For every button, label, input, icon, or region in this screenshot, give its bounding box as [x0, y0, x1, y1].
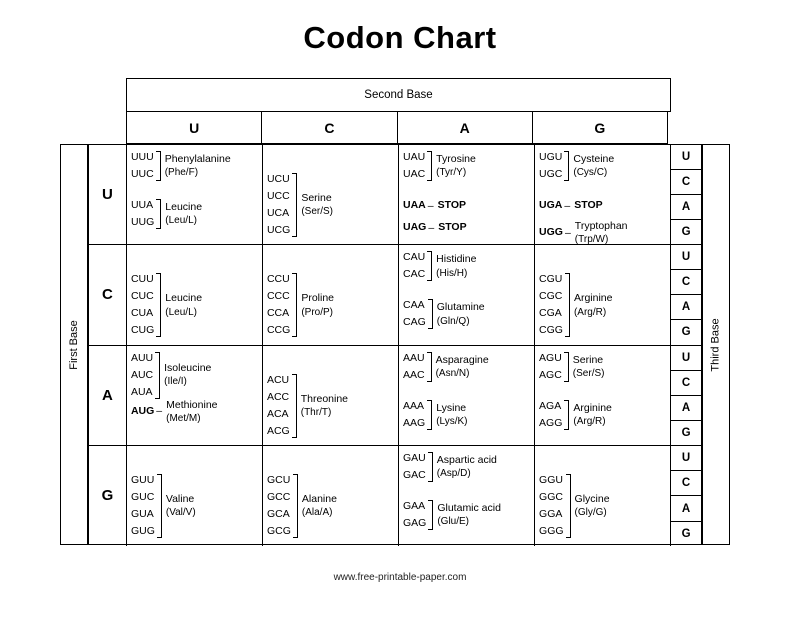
amino-acid-name: Leucine — [165, 201, 203, 214]
second-base-header — [126, 78, 671, 112]
codon: GCG — [266, 524, 291, 537]
third-base-cell: G — [681, 226, 691, 239]
amino-acid-name: Arginine — [573, 401, 612, 414]
amino-acid-name: STOP — [438, 221, 467, 234]
brace-icon — [156, 273, 161, 337]
amino-acid — [574, 198, 602, 212]
amino-acid-abbr: (Phe/F) — [164, 167, 199, 179]
codon-group — [267, 372, 348, 440]
codon-cell — [399, 346, 535, 445]
codon-list — [539, 271, 563, 339]
amino-acid-abbr: (Tyr/Y) — [436, 167, 467, 179]
codon-cell — [263, 145, 399, 244]
codon: UGC — [539, 168, 563, 180]
codon-group — [267, 271, 334, 339]
codon: ACA — [266, 407, 289, 420]
codon: GAA — [403, 499, 426, 512]
brace-icon — [293, 474, 298, 538]
amino-acid — [436, 152, 476, 180]
third-base-cell: A — [671, 295, 701, 320]
codon: UUC — [130, 168, 154, 180]
codon-group — [131, 398, 218, 426]
third-base-cell: U — [671, 245, 701, 270]
amino-acid-abbr: (Thr/T) — [300, 406, 332, 418]
codon-cell — [535, 145, 671, 244]
third-base-column — [671, 346, 701, 445]
third-base-cell: A — [671, 396, 701, 421]
brace-icon — [427, 251, 432, 281]
brace-icon — [427, 151, 432, 181]
amino-acid-name: STOP — [437, 199, 466, 212]
brace-icon — [156, 199, 161, 229]
codon: CAU — [403, 251, 426, 264]
dash-icon: – — [427, 199, 434, 212]
codon-group — [267, 171, 333, 239]
amino-acid — [438, 198, 466, 212]
amino-acid-name: Proline — [301, 292, 334, 305]
dash-icon: – — [428, 221, 435, 234]
table-row — [89, 245, 701, 345]
amino-acid-abbr: (Leu/L) — [165, 306, 197, 318]
codon-list — [403, 219, 426, 236]
amino-acid — [164, 361, 211, 389]
third-base-column — [671, 446, 701, 546]
amino-acid-abbr: (Pro/P) — [301, 306, 333, 318]
codon-list — [403, 297, 426, 331]
amino-acid-name: Tyrosine — [436, 153, 476, 166]
codon: CUU — [130, 273, 154, 286]
first-base-row-label: A — [89, 346, 127, 445]
codon-group — [403, 149, 476, 183]
codon-group — [131, 350, 211, 401]
codon: ACG — [266, 424, 290, 437]
third-base-cell: A — [671, 496, 701, 521]
amino-acid — [437, 453, 497, 481]
amino-acid-abbr: (Ala/A) — [301, 507, 333, 519]
codon-cell — [127, 145, 263, 244]
amino-acid — [436, 401, 467, 429]
amino-acid — [575, 219, 628, 247]
codon: CCC — [266, 290, 290, 303]
amino-acid — [165, 152, 231, 180]
amino-acid — [166, 398, 217, 426]
first-base-label: First Base — [68, 319, 81, 370]
third-base-cell: A — [671, 195, 701, 220]
amino-acid — [573, 152, 614, 180]
brace-icon — [427, 400, 432, 430]
codon: UGG — [539, 226, 563, 239]
second-base-label: Second Base — [364, 89, 433, 101]
third-base-cell: U — [671, 145, 701, 170]
amino-acid-abbr: (Ser/S) — [301, 206, 333, 218]
codon: AGU — [539, 351, 562, 364]
amino-acid — [437, 501, 501, 529]
codon: AGG — [539, 416, 563, 429]
codon-list — [539, 197, 562, 214]
amino-acid — [165, 200, 202, 228]
codon-list — [539, 149, 562, 183]
amino-acid — [165, 291, 202, 319]
codon: UAC — [403, 168, 426, 180]
codon: UUG — [130, 216, 155, 228]
amino-acid — [575, 492, 610, 520]
amino-acid-abbr: (Gln/Q) — [436, 315, 470, 327]
codon-cell — [263, 446, 399, 546]
codon-list — [539, 224, 563, 241]
first-base-row-label: U — [89, 145, 127, 244]
codon: UCA — [266, 207, 290, 219]
amino-acid-name: Methionine — [166, 398, 218, 411]
amino-acid-name: Asparagine — [435, 353, 489, 366]
codon: UCU — [266, 173, 290, 185]
codon-group — [403, 249, 476, 283]
amino-acid-name: Cysteine — [573, 153, 615, 166]
amino-acid — [573, 401, 612, 429]
codon-chart — [60, 78, 730, 545]
dash-icon: – — [156, 405, 163, 418]
codon-group — [267, 472, 337, 540]
amino-acid-name: Serine — [572, 353, 604, 366]
brace-icon — [156, 151, 161, 181]
codon: UAA — [403, 199, 426, 211]
codon: CAG — [403, 316, 426, 329]
codon-group — [131, 197, 202, 231]
third-base-cell: G — [681, 326, 691, 339]
amino-acid-name: Lysine — [436, 401, 467, 414]
codon-list — [403, 450, 426, 484]
third-base-axis-label — [702, 144, 730, 545]
column-header-c: C — [261, 112, 397, 144]
third-base-column — [671, 145, 701, 244]
codon: UCG — [266, 224, 291, 236]
codon-group — [539, 350, 604, 384]
amino-acid-abbr: (Val/V) — [165, 507, 196, 519]
amino-acid — [301, 392, 348, 420]
column-header-u: U — [126, 112, 262, 144]
third-base-cell: G — [681, 527, 691, 540]
codon-group — [539, 398, 612, 432]
codon: AAU — [403, 351, 425, 364]
codon-list — [267, 171, 290, 239]
amino-acid — [301, 291, 334, 319]
codon: AUC — [130, 368, 154, 381]
brace-icon — [292, 273, 297, 337]
codon-cell — [127, 346, 263, 445]
codon-cell — [127, 446, 263, 546]
codon-group — [403, 350, 489, 384]
codon: AAC — [403, 368, 425, 381]
codon-cell — [399, 145, 535, 244]
codon: GUA — [130, 507, 154, 520]
codon: CGC — [539, 290, 563, 303]
codon: CCG — [266, 324, 291, 337]
amino-acid-abbr: (Arg/R) — [573, 415, 606, 427]
dash-icon: – — [564, 226, 571, 239]
codon: AGA — [539, 399, 562, 412]
amino-acid-abbr: (Glu/E) — [437, 516, 470, 528]
codon: GGA — [539, 507, 563, 520]
codon: CGA — [539, 307, 562, 320]
dash-icon: – — [564, 199, 571, 212]
amino-acid-abbr: (Trp/W) — [574, 234, 609, 246]
codon: GAU — [403, 451, 426, 464]
codon: GCU — [266, 473, 291, 486]
third-base-column — [671, 245, 701, 344]
amino-acid-name: Valine — [165, 492, 195, 505]
table-row — [89, 446, 701, 546]
amino-acid-abbr: (Ser/S) — [572, 367, 605, 379]
first-base-row-label: G — [89, 446, 127, 546]
codon-list — [403, 249, 425, 283]
amino-acid — [573, 353, 605, 381]
codon-list — [131, 350, 153, 401]
codon-list — [267, 372, 290, 440]
amino-acid-abbr: (Leu/L) — [165, 215, 197, 227]
codon-list — [539, 398, 562, 432]
codon-cell — [127, 245, 263, 344]
codon: CCA — [266, 307, 290, 320]
amino-acid-abbr: (Lys/K) — [436, 415, 468, 427]
third-base-cell: C — [671, 270, 701, 295]
amino-acid-abbr: (Asp/D) — [436, 468, 471, 480]
brace-icon — [428, 500, 433, 530]
codon: GUG — [130, 524, 155, 537]
third-base-cell: C — [671, 170, 701, 195]
codon-list — [539, 350, 562, 384]
codon-list — [131, 271, 154, 339]
amino-acid-name: Leucine — [165, 292, 203, 305]
codon: CAA — [403, 299, 425, 312]
codon-list — [403, 197, 426, 214]
codon-grid — [88, 144, 702, 545]
codon-list — [403, 149, 425, 183]
codon: GGU — [539, 473, 563, 486]
codon-group — [403, 450, 497, 484]
codon: GUU — [130, 473, 155, 486]
amino-acid-name: Glycine — [574, 492, 610, 505]
codon: CGG — [539, 324, 563, 337]
codon-cell — [535, 245, 671, 344]
codon-group — [539, 197, 603, 214]
column-header-g: G — [532, 112, 668, 144]
codon-list — [131, 197, 154, 231]
first-base-row-label: C — [89, 245, 127, 344]
third-base-cell: G — [681, 426, 691, 439]
amino-acid-name: Serine — [301, 192, 332, 205]
page-title: Codon Chart — [303, 20, 497, 55]
codon-cell — [535, 446, 671, 546]
table-row — [89, 145, 701, 245]
amino-acid — [438, 220, 466, 234]
codon: CAC — [403, 268, 426, 281]
codon-group — [131, 271, 202, 339]
third-base-cell: C — [671, 371, 701, 396]
codon-list — [131, 403, 154, 420]
codon-cell — [399, 245, 535, 344]
third-base-cell: C — [671, 471, 701, 496]
codon-list — [131, 472, 155, 540]
amino-acid — [301, 191, 333, 219]
codon: CUG — [130, 324, 155, 337]
codon: CUA — [130, 307, 154, 320]
third-base-cell: U — [671, 346, 701, 371]
codon-list — [539, 472, 564, 540]
brace-icon — [428, 452, 433, 482]
codon: GAG — [403, 516, 427, 529]
first-base-axis-label — [60, 144, 88, 545]
amino-acid — [436, 252, 476, 280]
codon-group — [539, 219, 628, 247]
codon-group — [403, 219, 467, 236]
amino-acid-name: Tryptophan — [574, 220, 628, 232]
amino-acid — [436, 353, 489, 381]
amino-acid-abbr: (Met/M) — [166, 412, 201, 424]
codon-group — [131, 472, 196, 540]
amino-acid-abbr: (Arg/R) — [573, 306, 607, 318]
codon-group — [403, 197, 466, 214]
codon: UUU — [130, 151, 154, 163]
amino-acid-abbr: (Gly/G) — [574, 507, 607, 519]
codon: AGC — [539, 368, 562, 381]
brace-icon — [565, 273, 570, 337]
amino-acid-name: Isoleucine — [164, 362, 212, 375]
codon-cell — [263, 346, 399, 445]
codon-cell — [263, 245, 399, 344]
codon-cell — [399, 446, 535, 546]
codon: GCA — [266, 507, 290, 520]
codon: AUG — [130, 404, 155, 417]
amino-acid-name: Alanine — [301, 492, 337, 505]
amino-acid-name: Aspartic acid — [436, 453, 497, 466]
amino-acid-abbr: (His/H) — [436, 267, 468, 279]
brace-icon — [157, 474, 162, 538]
codon: GGC — [539, 490, 563, 503]
codon-group — [539, 149, 614, 183]
amino-acid-name: Glutamic acid — [437, 501, 501, 514]
codon-group — [403, 398, 468, 432]
codon: AAG — [403, 416, 426, 429]
codon-list — [267, 472, 291, 540]
codon: AUU — [130, 351, 154, 364]
brace-icon — [427, 352, 432, 382]
codon-cell — [535, 346, 671, 445]
amino-acid — [437, 300, 485, 328]
codon-list — [131, 149, 154, 183]
amino-acid-name: Phenylalanine — [164, 153, 231, 166]
codon: GGG — [539, 524, 564, 537]
amino-acid — [302, 492, 337, 520]
brace-icon — [564, 400, 569, 430]
table-row — [89, 346, 701, 446]
amino-acid — [166, 492, 196, 520]
codon: UCC — [266, 190, 290, 202]
codon: CCU — [266, 273, 290, 286]
third-base-cell: U — [671, 446, 701, 471]
amino-acid-abbr: (Cys/C) — [573, 167, 608, 179]
brace-icon — [292, 374, 297, 438]
codon-list — [403, 350, 425, 384]
brace-icon — [428, 299, 433, 329]
amino-acid — [574, 291, 613, 319]
codon-group — [403, 498, 501, 532]
brace-icon — [155, 352, 160, 399]
codon: UGU — [539, 151, 563, 163]
codon: GCC — [266, 490, 291, 503]
codon-group — [131, 149, 231, 183]
footer-source: www.free-printable-paper.com — [333, 572, 467, 583]
brace-icon — [564, 151, 569, 181]
codon-group — [403, 297, 485, 331]
codon: CGU — [539, 273, 563, 286]
codon-group — [539, 271, 612, 339]
codon: UAG — [403, 221, 427, 233]
codon: ACC — [266, 390, 290, 403]
amino-acid-name: Glutamine — [436, 301, 485, 314]
codon-list — [403, 398, 425, 432]
codon-group — [539, 472, 610, 540]
codon: GUC — [130, 490, 155, 503]
amino-acid-name: Histidine — [436, 253, 477, 266]
amino-acid-name: Threonine — [300, 392, 349, 405]
amino-acid-name: Arginine — [573, 292, 613, 305]
codon: UGA — [539, 199, 563, 211]
codon: UAU — [403, 151, 426, 163]
codon: GAC — [403, 468, 426, 481]
codon-list — [267, 271, 290, 339]
column-header-a: A — [397, 112, 533, 144]
third-base-label: Third Base — [710, 317, 723, 372]
amino-acid-abbr: (Asn/N) — [435, 367, 470, 379]
column-header-row — [126, 112, 671, 144]
brace-icon — [292, 173, 297, 237]
amino-acid-abbr: (Ile/I) — [164, 376, 187, 388]
codon-list — [403, 498, 426, 532]
brace-icon — [564, 352, 569, 382]
codon: CUC — [130, 290, 154, 303]
brace-icon — [566, 474, 571, 538]
amino-acid-name: STOP — [574, 199, 603, 212]
codon: AAA — [403, 399, 425, 412]
codon: ACU — [266, 373, 290, 386]
codon: UUA — [130, 199, 154, 211]
codon: AUA — [130, 385, 153, 398]
